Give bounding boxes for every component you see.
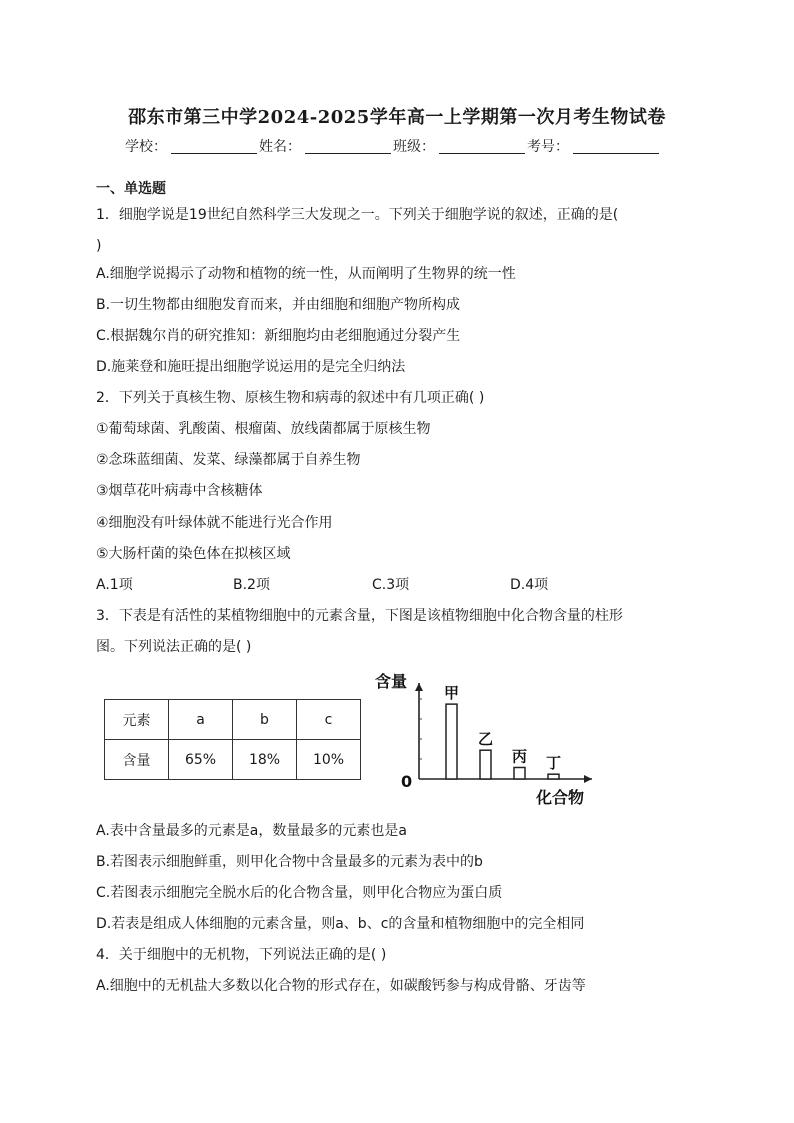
table-cell: 65% — [169, 740, 233, 780]
q2-statement-1: ①葡萄球菌、乳酸菌、根瘤菌、放线菌都属于原核生物 — [96, 421, 431, 437]
compound-bar-chart — [368, 668, 608, 808]
y-axis-label: 含量 — [375, 672, 408, 691]
q3-option-c: C.若图表示细胞完全脱水后的化合物含量，则甲化合物应为蛋白质 — [96, 885, 503, 901]
q3-option-b: B.若图表示细胞鲜重，则甲化合物中含量最多的元素为表中的b — [96, 854, 483, 870]
q2-option-b: B.2项 — [233, 577, 270, 593]
q2-option-a: A.1项 — [96, 577, 133, 593]
q1-option-a: A.细胞学说揭示了动物和植物的统一性，从而阐明了生物界的统一性 — [96, 266, 516, 282]
q2-option-c: C.3项 — [372, 577, 410, 593]
table-row — [105, 740, 361, 780]
q4-option-a: A.细胞中的无机盐大多数以化合物的形式存在，如碳酸钙参与构成骨骼、牙齿等 — [96, 978, 586, 994]
bar-label: 甲 — [443, 684, 460, 703]
q2-statement-5: ⑤大肠杆菌的染色体在拟核区域 — [96, 546, 291, 562]
table-cell: 18% — [233, 740, 297, 780]
student-info-row — [125, 136, 661, 156]
q2-options — [96, 576, 696, 594]
chart-bars — [446, 704, 562, 779]
q3-option-a: A.表中含量最多的元素是a，数量最多的元素也是a — [96, 823, 407, 839]
q2-stem: 2．下列关于真核生物、原核生物和病毒的叙述中有几项正确( ) — [96, 390, 485, 406]
bar-甲 — [446, 704, 457, 779]
q1-option-d: D.施莱登和施旺提出细胞学说运用的是完全归纳法 — [96, 359, 406, 375]
page-title: 邵东市第三中学2024-2025学年高一上学期第一次月考生物试卷 — [128, 107, 666, 128]
number-label: 考号： — [527, 139, 569, 155]
q1-option-c: C.根据魏尔肖的研究推知：新细胞均由老细胞通过分裂产生 — [96, 328, 461, 344]
q2-statement-3: ③烟草花叶病毒中含核糖体 — [96, 483, 263, 499]
q1-option-b: B.一切生物都由细胞发育而来，并由细胞和细胞产物所构成 — [96, 297, 461, 313]
bar-乙 — [480, 750, 491, 779]
class-label: 班级： — [393, 139, 435, 155]
table-cell: 含量 — [105, 740, 169, 780]
q2-statement-4: ④细胞没有叶绿体就不能进行光合作用 — [96, 515, 333, 531]
x-axis-label: 化合物 — [536, 788, 585, 807]
bar-label: 丁 — [545, 754, 562, 773]
q2-option-d: D.4项 — [510, 577, 549, 593]
y-axis-arrow — [415, 683, 423, 691]
x-axis-arrow — [584, 775, 592, 783]
q3-option-d: D.若表是组成人体细胞的元素含量，则a、b、c的含量和植物细胞中的完全相同 — [96, 916, 585, 932]
table-cell: b — [233, 700, 297, 740]
table-cell: 元素 — [105, 700, 169, 740]
q1-stem-cont: ) — [96, 238, 102, 254]
class-blank[interactable] — [439, 139, 525, 154]
school-label: 学校： — [125, 139, 167, 155]
table-row — [105, 700, 361, 740]
element-table — [104, 699, 361, 780]
q4-stem: 4．关于细胞中的无机物，下列说法正确的是( ) — [96, 947, 387, 963]
chart-labels — [375, 672, 584, 807]
bar-label: 乙 — [477, 730, 494, 749]
q2-statement-2: ②念珠蓝细菌、发菜、绿藻都属于自养生物 — [96, 452, 361, 468]
origin-label: 0 — [401, 772, 413, 791]
name-label: 姓名： — [259, 139, 301, 155]
school-blank[interactable] — [171, 139, 257, 154]
q3-stem-cont: 图。下列说法正确的是( ) — [96, 639, 252, 655]
bar-丙 — [514, 767, 525, 779]
number-blank[interactable] — [573, 139, 659, 154]
bar-label: 丙 — [511, 747, 528, 766]
bar-丁 — [548, 774, 559, 779]
name-blank[interactable] — [305, 139, 391, 154]
chart-axes — [415, 683, 592, 783]
table-cell: c — [297, 700, 361, 740]
table-cell: a — [169, 700, 233, 740]
q3-stem: 3．下表是有活性的某植物细胞中的元素含量，下图是该植物细胞中化合物含量的柱形 — [96, 608, 623, 624]
section-heading: 一、单选题 — [96, 181, 166, 197]
table-cell: 10% — [297, 740, 361, 780]
q1-stem: 1．细胞学说是19世纪自然科学三大发现之一。下列关于细胞学说的叙述，正确的是( — [96, 207, 619, 223]
